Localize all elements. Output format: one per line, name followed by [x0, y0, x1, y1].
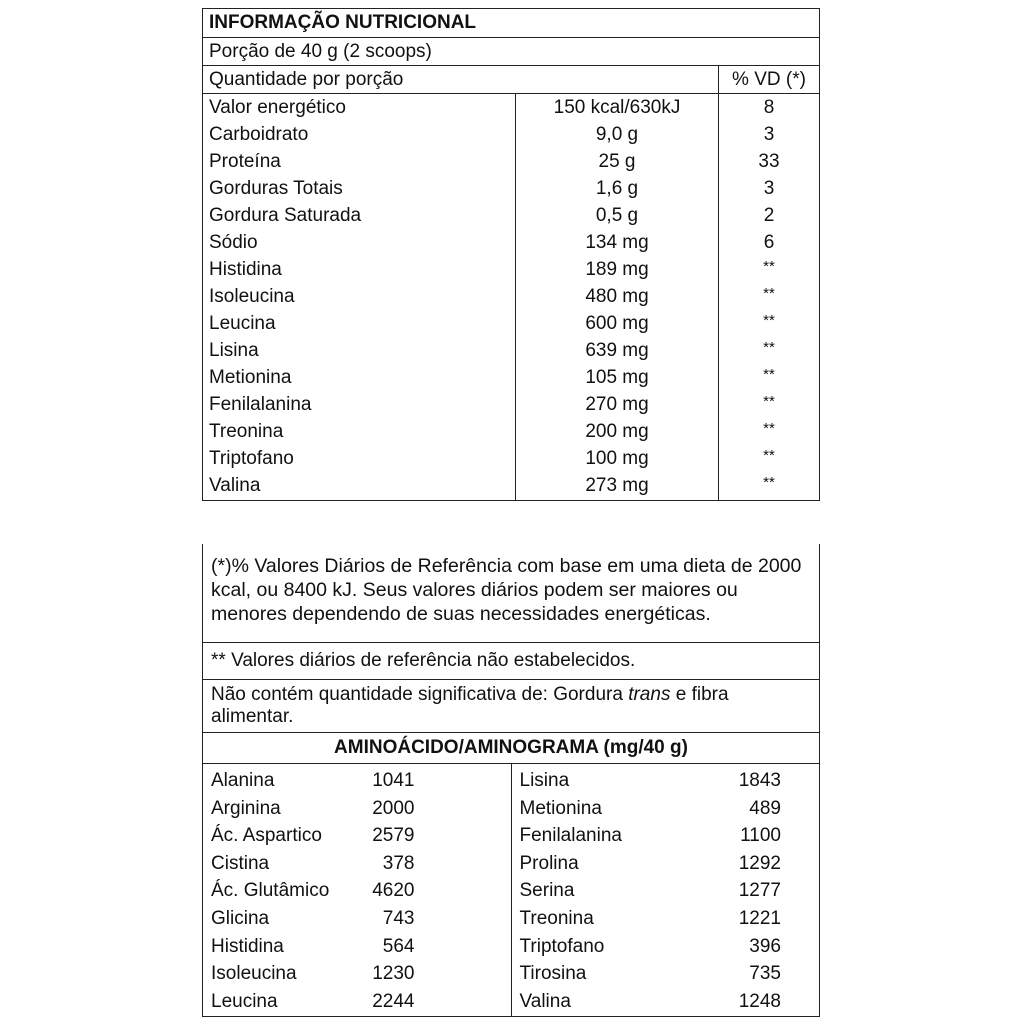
- amino-acid-name: Cistina: [211, 852, 270, 874]
- nutrition-row: [203, 283, 820, 310]
- aminogram-row: [211, 960, 503, 988]
- amino-acid-value: 735: [749, 963, 781, 985]
- amino-acid-value: 489: [749, 797, 781, 819]
- amino-acid-value: 1230: [372, 963, 415, 985]
- nutrition-row: [203, 202, 820, 229]
- aminogram-row: [520, 933, 812, 961]
- amino-acid-name: Treonina: [519, 907, 594, 929]
- aminogram-row: [520, 767, 812, 795]
- aminogram-row: [211, 795, 503, 823]
- nutrient-vd: 3: [719, 175, 820, 202]
- reference-note: (*)% Valores Diários de Referência com base em uma dieta de 2000 kcal, ou 8400 kJ. Seus valores diários podem ser maiores ou menores dependendo de suas necessidades energéticas.: [202, 544, 820, 643]
- nutrient-vd: 8: [719, 94, 820, 122]
- nutrition-row: [203, 256, 820, 283]
- amino-acid-name: Prolina: [519, 852, 579, 874]
- nutrient-amount: 270 mg: [516, 391, 719, 418]
- nutrient-amount: 1,6 g: [516, 175, 719, 202]
- nutrient-vd: **: [719, 256, 820, 283]
- nutrient-name: Valina: [203, 472, 516, 501]
- nutrient-vd: 33: [719, 148, 820, 175]
- nutrient-vd: **: [719, 391, 820, 418]
- aminogram-title: AMINOÁCIDO/AMINOGRAMA (mg/40 g): [202, 733, 820, 764]
- amino-acid-value: 1100: [740, 825, 781, 847]
- nutrient-amount: 200 mg: [516, 418, 719, 445]
- amino-acid-value: 1843: [738, 770, 781, 791]
- amino-acid-name: Glicina: [211, 907, 270, 929]
- aminogram-row: [211, 850, 503, 878]
- nutrient-amount: 105 mg: [516, 364, 719, 391]
- nutrition-row: [203, 175, 820, 202]
- amino-acid-name: Ác. Glutâmico: [211, 880, 330, 902]
- nutrition-row: [203, 229, 820, 256]
- nutrient-amount: 639 mg: [516, 337, 719, 364]
- nutrition-row: [203, 337, 820, 364]
- nutrient-name: Proteína: [203, 148, 516, 175]
- aminogram-row: [211, 988, 503, 1016]
- nutrient-amount: 189 mg: [516, 256, 719, 283]
- not-significant-note: [202, 680, 820, 733]
- nutrition-row: [203, 310, 820, 337]
- amino-acid-value: 1041: [372, 770, 415, 791]
- header-quantity: Quantidade por porção: [203, 66, 719, 94]
- nutrient-vd: **: [719, 337, 820, 364]
- nutrient-vd: **: [719, 445, 820, 472]
- header-vd: % VD (*): [719, 66, 820, 94]
- notes-and-aminogram: [202, 544, 820, 1017]
- amino-acid-value: 1248: [738, 990, 781, 1012]
- nutrition-row: [203, 148, 820, 175]
- amino-acid-value: 1221: [738, 907, 781, 929]
- amino-acid-name: Metionina: [519, 797, 602, 819]
- nutrient-vd: **: [719, 472, 820, 501]
- amino-acid-name: Ác. Aspartico: [211, 825, 322, 847]
- not-established-note: ** Valores diários de referência não estabelecidos.: [202, 643, 820, 680]
- nutrient-amount: 100 mg: [516, 445, 719, 472]
- nutrient-name: Leucina: [203, 310, 516, 337]
- nutrient-name: Fenilalanina: [203, 391, 516, 418]
- amino-acid-name: Serina: [519, 880, 575, 902]
- nutrition-table: [202, 8, 820, 501]
- amino-acid-value: 1292: [738, 852, 781, 874]
- nutrient-name: Isoleucina: [203, 283, 516, 310]
- amino-acid-value: 1277: [738, 880, 781, 902]
- amino-acid-value: 2244: [372, 990, 415, 1012]
- amino-acid-name: Arginina: [211, 797, 281, 819]
- amino-acid-name: Leucina: [211, 990, 278, 1012]
- amino-acid-value: 2000: [372, 797, 415, 819]
- portion-size: Porção de 40 g (2 scoops): [203, 38, 820, 66]
- nutrient-name: Lisina: [203, 337, 516, 364]
- nutrient-vd: **: [719, 364, 820, 391]
- not-significant-suffix: e fibra alimentar.: [211, 684, 729, 727]
- not-significant-italic: trans: [628, 684, 671, 705]
- aminogram-row: [520, 960, 812, 988]
- nutrient-name: Histidina: [203, 256, 516, 283]
- nutrient-vd: 2: [719, 202, 820, 229]
- amino-acid-value: 743: [382, 907, 415, 929]
- amino-acid-name: Alanina: [211, 770, 275, 791]
- amino-acid-value: 378: [382, 852, 415, 874]
- aminogram-row: [520, 877, 812, 905]
- aminogram-left-column: [203, 764, 512, 1016]
- nutrition-row: [203, 472, 820, 501]
- nutrient-vd: **: [719, 283, 820, 310]
- amino-acid-name: Lisina: [519, 770, 570, 791]
- amino-acid-name: Tirosina: [519, 963, 587, 985]
- nutrient-name: Gorduras Totais: [203, 175, 516, 202]
- nutrient-amount: 9,0 g: [516, 121, 719, 148]
- nutrient-name: Triptofano: [203, 445, 516, 472]
- nutrition-row: [203, 418, 820, 445]
- nutrient-amount: 600 mg: [516, 310, 719, 337]
- nutrient-vd: 6: [719, 229, 820, 256]
- aminogram-row: [520, 988, 812, 1016]
- nutrient-name: Treonina: [203, 418, 516, 445]
- nutrient-name: Gordura Saturada: [203, 202, 516, 229]
- aminogram-right-column: [512, 764, 820, 1016]
- nutrient-amount: 134 mg: [516, 229, 719, 256]
- not-significant-prefix: Não contém quantidade significativa de: Gordura: [211, 684, 629, 705]
- aminogram-row: [520, 795, 812, 823]
- nutrient-name: Metionina: [203, 364, 516, 391]
- amino-acid-name: Valina: [519, 990, 571, 1012]
- nutrient-amount: 150 kcal/630kJ: [516, 94, 719, 122]
- aminogram-row: [520, 822, 812, 850]
- nutrient-amount: 25 g: [516, 148, 719, 175]
- aminogram-row: [211, 933, 503, 961]
- nutrient-amount: 0,5 g: [516, 202, 719, 229]
- nutrient-name: Valor energético: [203, 94, 516, 122]
- nutrient-vd: **: [719, 418, 820, 445]
- amino-acid-name: Histidina: [211, 935, 284, 957]
- amino-acid-value: 564: [382, 935, 415, 957]
- aminogram-row: [520, 850, 812, 878]
- nutrition-row: [203, 364, 820, 391]
- aminogram-row: [211, 767, 503, 795]
- nutrient-vd: 3: [719, 121, 820, 148]
- amino-acid-name: Fenilalanina: [519, 825, 622, 847]
- amino-acid-name: Isoleucina: [211, 963, 297, 985]
- aminogram-row: [211, 905, 503, 933]
- nutrition-row: [203, 94, 820, 122]
- nutrition-title: INFORMAÇÃO NUTRICIONAL: [203, 9, 820, 38]
- nutrient-name: Carboidrato: [203, 121, 516, 148]
- nutrition-row: [203, 445, 820, 472]
- nutrition-row: [203, 121, 820, 148]
- aminogram-row: [520, 905, 812, 933]
- nutrient-amount: 273 mg: [516, 472, 719, 501]
- amino-acid-value: 2579: [372, 825, 415, 847]
- amino-acid-name: Triptofano: [519, 935, 605, 957]
- aminogram-row: [211, 822, 503, 850]
- aminogram-row: [211, 877, 503, 905]
- nutrient-vd: **: [719, 310, 820, 337]
- nutrient-amount: 480 mg: [516, 283, 719, 310]
- amino-acid-value: 396: [749, 935, 781, 957]
- nutrition-row: [203, 391, 820, 418]
- aminogram-grid: [202, 764, 820, 1017]
- nutrient-name: Sódio: [203, 229, 516, 256]
- amino-acid-value: 4620: [372, 880, 415, 902]
